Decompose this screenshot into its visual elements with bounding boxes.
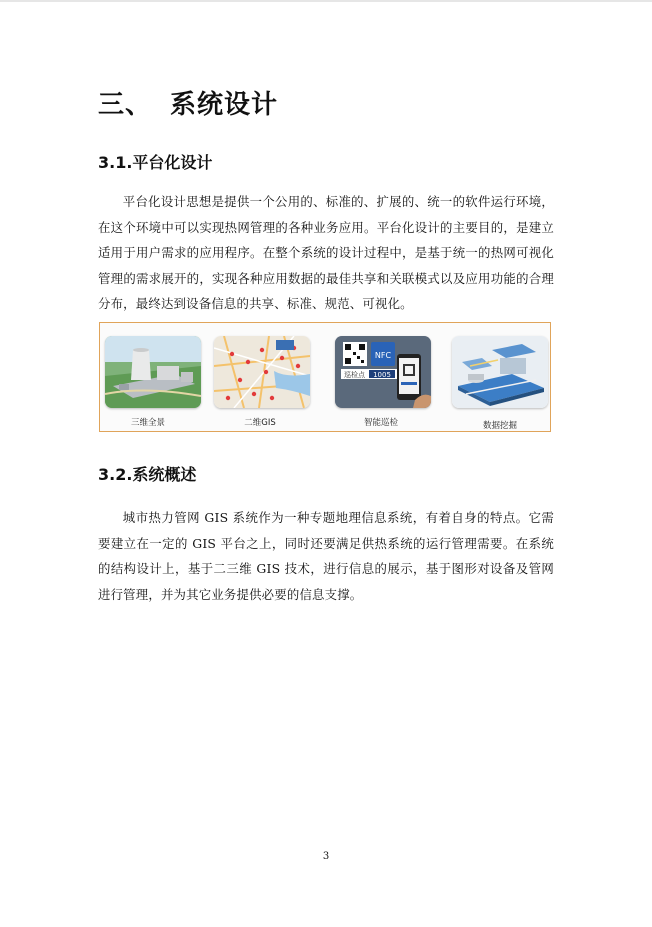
section-heading xyxy=(98,84,278,121)
inspection-point-code: 1005 xyxy=(373,371,391,379)
inspection-point-label: 巡检点 xyxy=(344,371,365,379)
smart-inspection-image xyxy=(335,336,431,408)
caption-3d-panorama: 三维全景 xyxy=(130,418,165,428)
page-number: 3 xyxy=(322,851,330,862)
caption-data-mining: 数据挖掘 xyxy=(482,421,517,431)
3d-panorama-image xyxy=(105,336,201,408)
platform-paragraph: 平台化设计思想是提供一个公用的、标准的、扩展的、统一的软件运行环境，在这个环境中可以实现热网管理的各种业务应用。平台化设计的主要目的，是建立适用于用户需求的应用程序。在整个系统的设计过程中，是基于统一的热网可视化管理的需求展开的，实现各种应用数据的最佳共享和关联模式以及应用功能的合理分布，最终达到设备信息的共享、标准、规范、可视化。 xyxy=(98,194,554,311)
caption-2d-gis: 二维GIS xyxy=(244,418,276,428)
nfc-label: NFC xyxy=(374,351,392,360)
subsection-heading-overview: 3.2.系统概述 xyxy=(98,465,197,484)
top-rule xyxy=(0,0,652,2)
subsection-heading-platform: 3.1.平台化设计 xyxy=(98,153,213,172)
section-number: 三、 xyxy=(98,90,153,120)
2d-gis-map-image xyxy=(214,336,310,408)
caption-smart-inspection: 智能巡检 xyxy=(363,418,398,428)
feature-banner xyxy=(99,322,551,432)
section-title: 系统设计 xyxy=(170,90,279,120)
data-mining-image xyxy=(452,336,548,408)
overview-paragraph: 城市热力管网 GIS 系统作为一种专题地理信息系统，有着自身的特点。它需要建立在一定的 GIS 平台之上，同时还要满足供热系统的运行管理需要。在系统的结构设计上，基于二三维 GIS 技术，进行信息的展示，基于图形对设备及管网进行管理，并为其它业务提供必要的信息支撑。 xyxy=(98,510,554,602)
